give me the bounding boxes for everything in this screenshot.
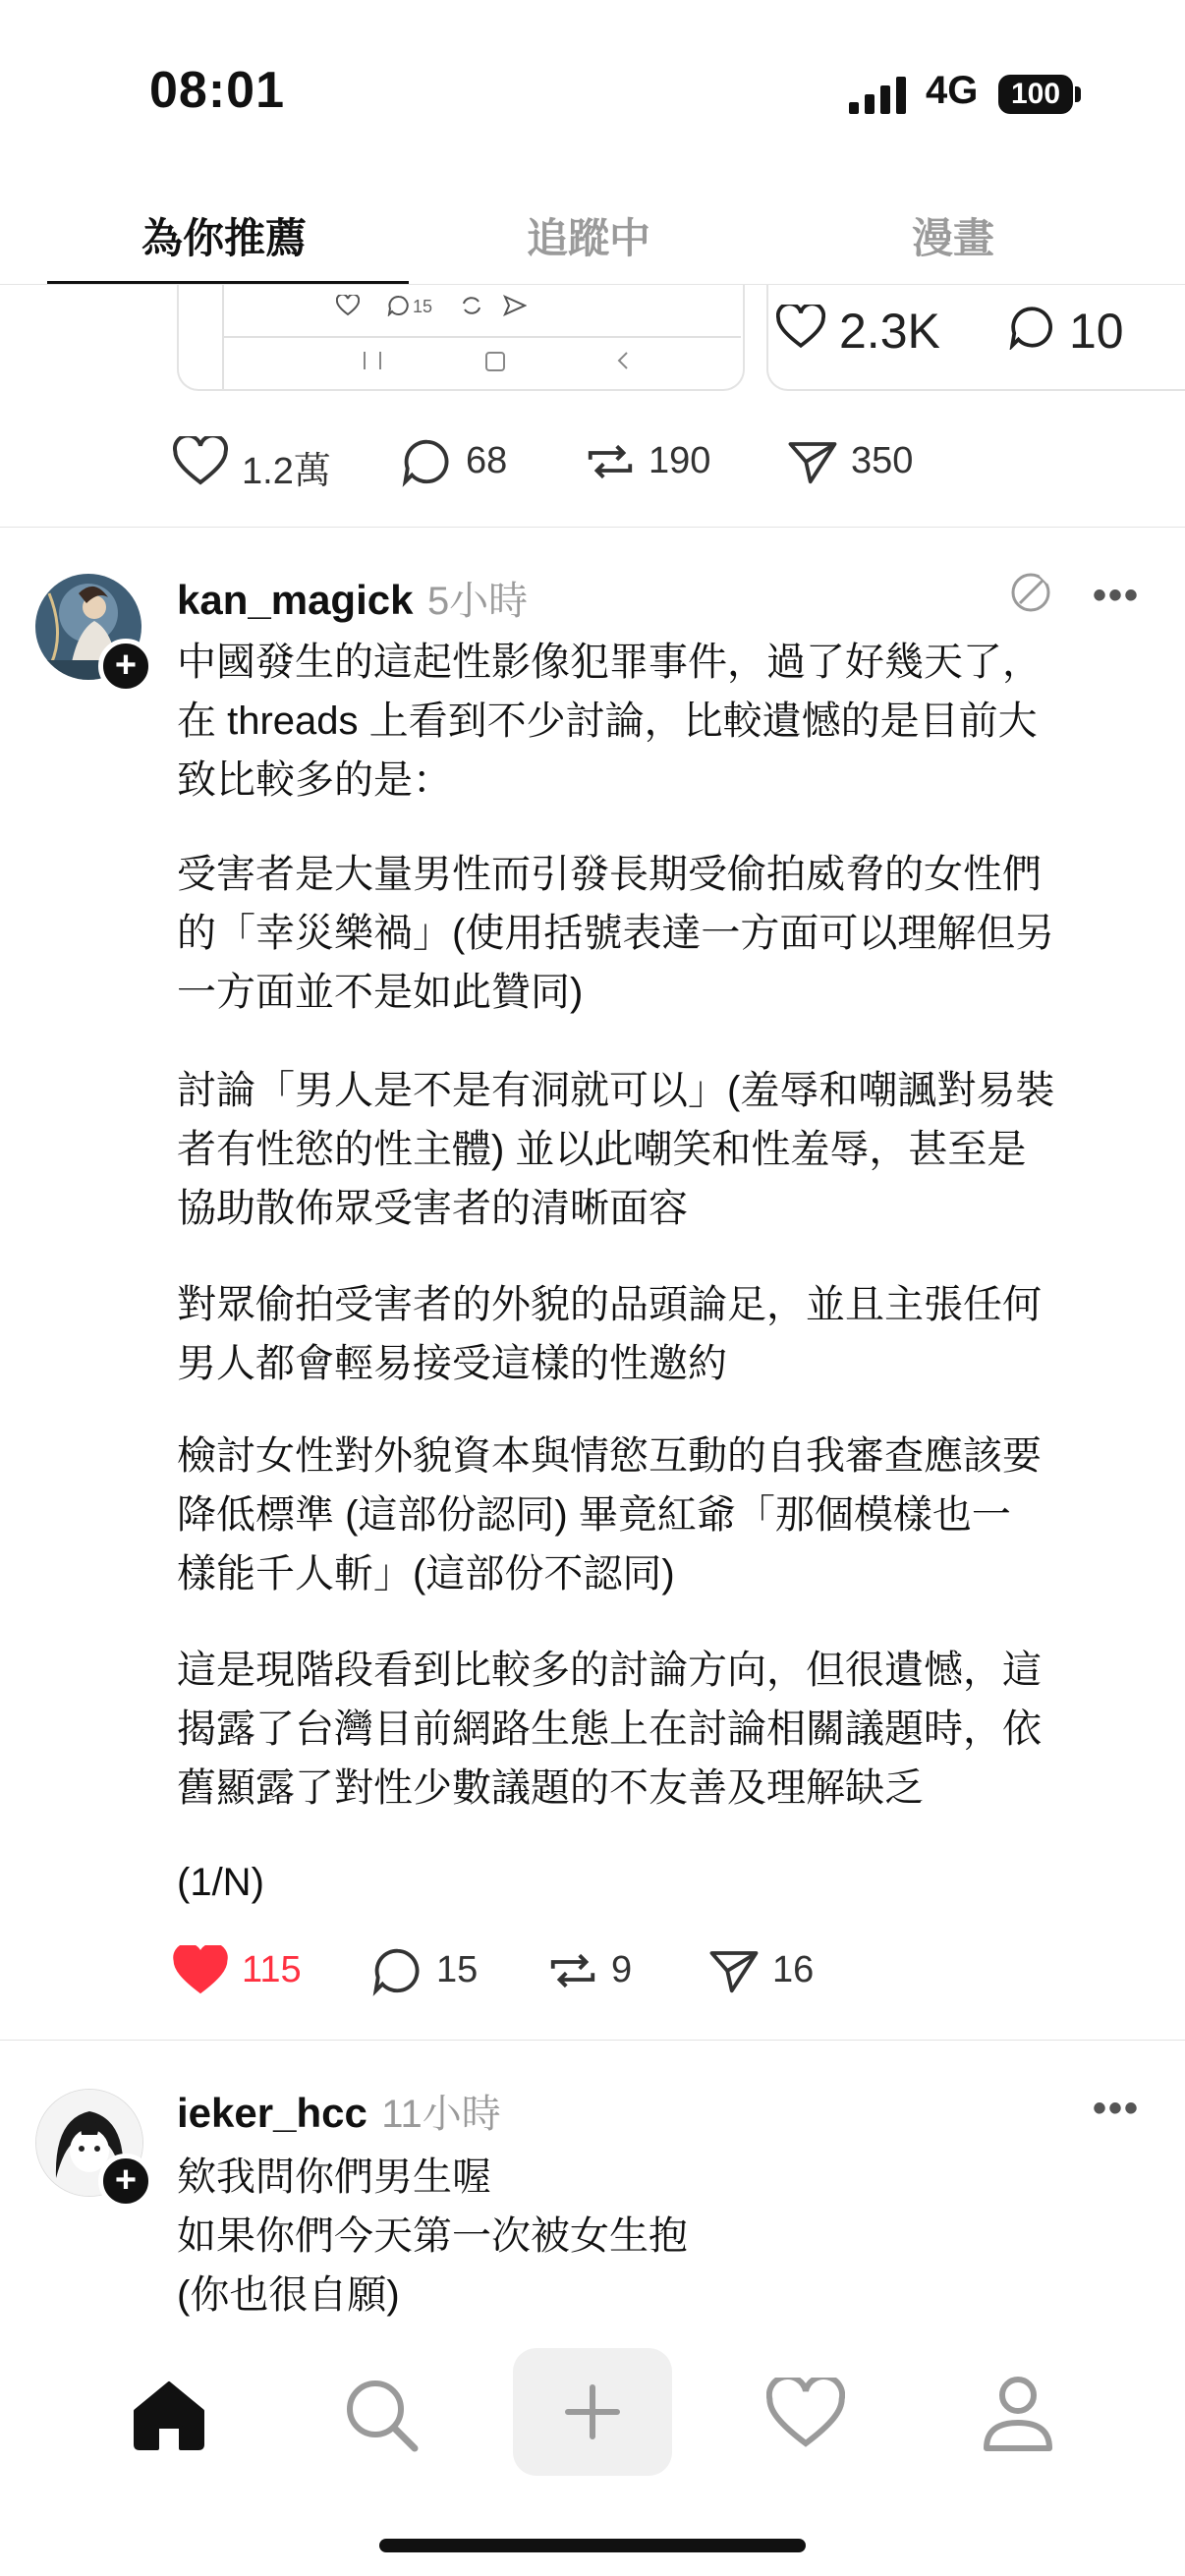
comment-icon — [371, 1945, 424, 1996]
heart-filled-icon — [173, 1945, 228, 1996]
post-paragraph — [177, 1275, 1150, 1393]
repost-icon — [460, 295, 483, 316]
repost-icon — [546, 1945, 599, 1996]
text-line: 在 threads 上看到不少討論，比較遺憾的是目前大 — [177, 700, 1038, 743]
share-count: 16 — [772, 1949, 815, 1990]
post-actions — [173, 1941, 1156, 2000]
share-icon — [707, 1945, 761, 1996]
text-line: 中國發生的這起性影像犯罪事件，過了好幾天了， — [177, 641, 1042, 684]
repost-icon — [584, 436, 637, 487]
post-paragraph — [177, 845, 1150, 1022]
recent-apps-icon — [364, 352, 381, 369]
tab-comics[interactable]: 漫畫 — [912, 215, 995, 261]
prev-post-actions — [173, 432, 1156, 491]
thread-counter: (1/N) — [177, 1861, 264, 1904]
text-line: 對眾偷拍受害者的外貌的品頭論足，並且主張任何 — [177, 1283, 1042, 1326]
tab-for-you[interactable]: 為你推薦 — [141, 215, 308, 261]
text-line: 者有性慾的性主體) 並以此嘲笑和性羞辱，甚至是 — [177, 1128, 1027, 1171]
comment-icon — [387, 295, 411, 316]
share-icon — [503, 295, 527, 316]
text-line: 降低標準 (這部份認同) 畢竟紅爺「那個模樣也一 — [177, 1493, 1011, 1537]
username[interactable]: kan_magick — [177, 577, 414, 623]
share-icon — [786, 436, 839, 487]
home-icon[interactable] — [130, 2378, 208, 2452]
status-time: 08:01 — [149, 62, 285, 119]
search-icon[interactable] — [342, 2376, 421, 2454]
post-paragraph — [177, 1061, 1150, 1238]
post-paragraph — [177, 1427, 1150, 1603]
follow-plus-button[interactable]: + — [98, 639, 153, 694]
post-paragraph — [177, 1641, 1150, 1818]
text-line: 協助散佈眾受害者的清晰面容 — [177, 1187, 688, 1230]
text-line: 男人都會輕易接受這樣的性邀約 — [177, 1342, 727, 1385]
follow-plus-button[interactable]: + — [98, 2154, 153, 2209]
repost-count: 9 — [611, 1949, 633, 1990]
cellular-signal-icon — [849, 77, 908, 116]
profile-icon[interactable] — [981, 2374, 1055, 2454]
activity-heart-icon[interactable] — [766, 2378, 845, 2450]
username[interactable]: ieker_hcc — [177, 2090, 367, 2136]
card-comment-count: 10 — [1069, 304, 1124, 359]
text-line: 的「幸災樂禍」(使用括號表達一方面可以理解但另 — [177, 912, 1055, 955]
home-indicator — [379, 2539, 806, 2552]
home-button-icon — [485, 352, 505, 371]
heart-icon — [173, 436, 228, 487]
text-line: 檢討女性對外貌資本與情慾互動的自我審查應該要 — [177, 1434, 1042, 1478]
heart-icon — [336, 295, 360, 316]
heart-icon — [776, 305, 825, 350]
like-count: 115 — [242, 1949, 302, 1990]
post-divider — [0, 527, 1185, 528]
text-line: 致比較多的是： — [177, 758, 452, 802]
comment-count: 68 — [466, 440, 508, 481]
text-line: 討論「男人是不是有洞就可以」(羞辱和嘲諷對易裝 — [177, 1069, 1055, 1112]
like-count: 1.2萬 — [242, 451, 331, 492]
quoted-post-card[interactable] — [766, 285, 1185, 391]
post-header — [177, 2083, 501, 2139]
post-header — [177, 570, 528, 626]
text-line: 受害者是大量男性而引發長期受偷拍威脅的女性們 — [177, 853, 1042, 896]
comment-count: 15 — [436, 1949, 479, 1990]
card-inner-divider — [222, 336, 741, 338]
card-like-count: 2.3K — [839, 304, 940, 359]
text-line: 欸我問你們男生喔 — [177, 2156, 491, 2199]
post-paragraph — [177, 1853, 1150, 1912]
text-line: (你也很自願) — [177, 2273, 400, 2317]
more-options-icon[interactable]: ••• — [1093, 2087, 1141, 2130]
battery-tip — [1075, 86, 1081, 102]
comment-icon — [1008, 305, 1057, 350]
text-line: 如果你們今天第一次被女生抱 — [177, 2214, 688, 2258]
post-text — [177, 2148, 1150, 2324]
post-divider — [0, 2040, 1185, 2041]
text-line: 揭露了台灣目前網路生態上在討論相關議題時，依 — [177, 1708, 1042, 1751]
text-line: 舊顯露了對性少數議題的不友善及理解缺乏 — [177, 1766, 924, 1810]
network-type: 4G — [926, 69, 979, 112]
share-count: 350 — [851, 440, 914, 481]
text-line: 一方面並不是如此贊同) — [177, 971, 584, 1014]
more-options-icon[interactable]: ••• — [1093, 574, 1141, 617]
text-line: 這是現階段看到比較多的討論方向，但很遺憾，這 — [177, 1649, 1042, 1692]
card-comment-count: 15 — [413, 297, 433, 316]
post-paragraph — [177, 633, 1150, 810]
back-icon — [615, 350, 631, 371]
repost-count: 190 — [649, 440, 711, 481]
plus-icon — [564, 2383, 621, 2440]
battery-indicator: 100 — [998, 75, 1073, 114]
comment-icon — [401, 436, 454, 487]
text-line: 樣能千人斬」(這部份不認同) — [177, 1552, 675, 1596]
tab-following[interactable]: 追蹤中 — [527, 215, 651, 261]
post-time: 5小時 — [426, 580, 529, 623]
edit-note-icon[interactable] — [1006, 568, 1055, 617]
new-thread-button[interactable] — [513, 2348, 672, 2476]
quoted-screenshot-card[interactable] — [177, 285, 745, 391]
post-time: 11小時 — [381, 2093, 501, 2136]
